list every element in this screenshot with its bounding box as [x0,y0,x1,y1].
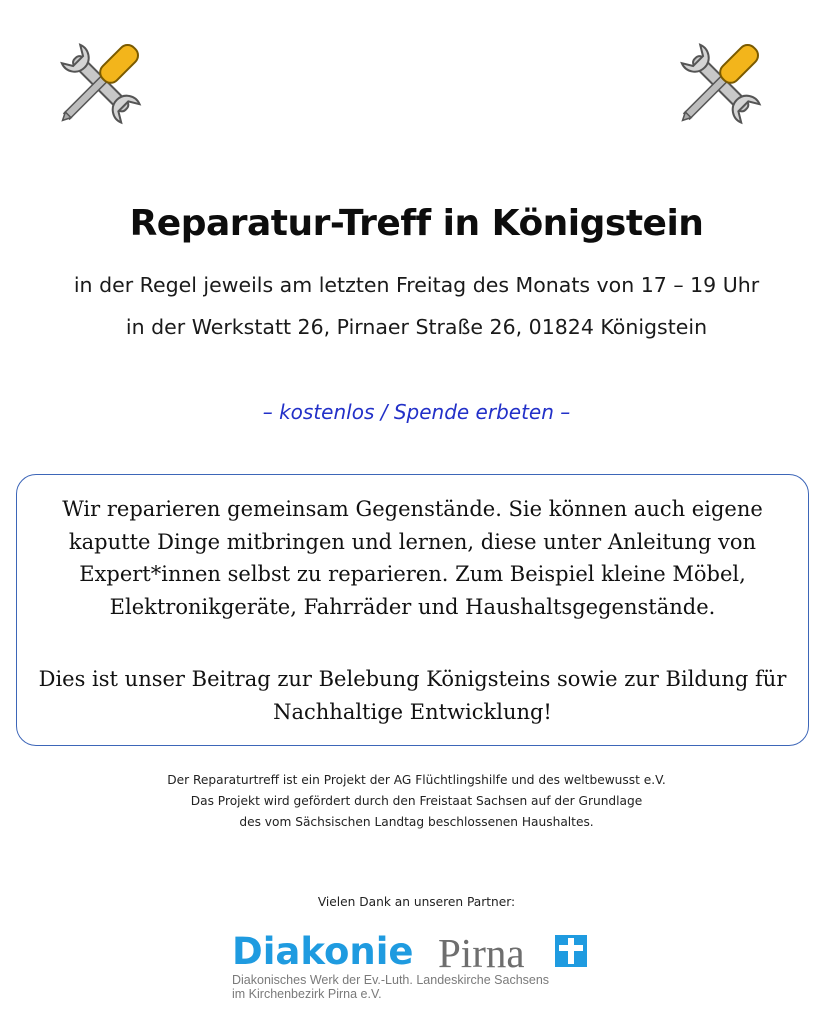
info-box [16,474,809,746]
logo-subtitle-line-1: Diakonisches Werk der Ev.-Luth. Landeskirche Sachsens [232,973,550,987]
logo-diakonie-word: Diakonie [232,930,414,973]
funding-line-1: Der Reparaturtreff ist ein Projekt der AG Flüchtlingshilfe und des weltbewusst e.V. [167,773,666,787]
diakonie-pirna-logo [232,930,592,1005]
funding-notice [0,770,833,833]
funding-line-3: des vom Sächsischen Landtag beschlossenen Haushaltes. [239,815,594,829]
diakonie-cross-icon [555,935,587,967]
wrench-screwdriver-icon [665,28,775,138]
logo-pirna-word: Pirna [438,930,525,976]
wrench-screwdriver-icon [45,28,155,138]
funding-line-2: Das Projekt wird gefördert durch den Freistaat Sachsen auf der Grundlage [190,794,643,808]
partner-thanks: Vielen Dank an unseren Partner: [317,895,516,909]
price-note: – kostenlos / Spende erbeten – [262,400,571,424]
info-paragraph-1: Wir reparieren gemeinsam Gegenstände. Sie können auch eigene kaputte Dinge mitbringen und lernen, diese unter Anleitung von Expert*innen selbst zu reparieren. Zum Beispiel kleine Möbel, Elektronikgeräte, Fahrräder und Haushaltsgegenstände. [62,497,763,619]
logo-subtitle [232,973,549,1001]
logo-subtitle-line-2: im Kirchenbezirk Pirna e.V. [232,987,382,1001]
info-paragraph-2: Dies ist unser Beitrag zur Belebung Königsteins sowie zur Bildung für Nachhaltige Entwicklung! [38,667,787,724]
location-text: in der Werkstatt 26, Pirnaer Straße 26, 01824 Königstein [125,315,708,339]
page-title: Reparatur-Treff in Königstein [129,203,704,244]
schedule-text: in der Regel jeweils am letzten Freitag des Monats von 17 – 19 Uhr [73,273,760,297]
